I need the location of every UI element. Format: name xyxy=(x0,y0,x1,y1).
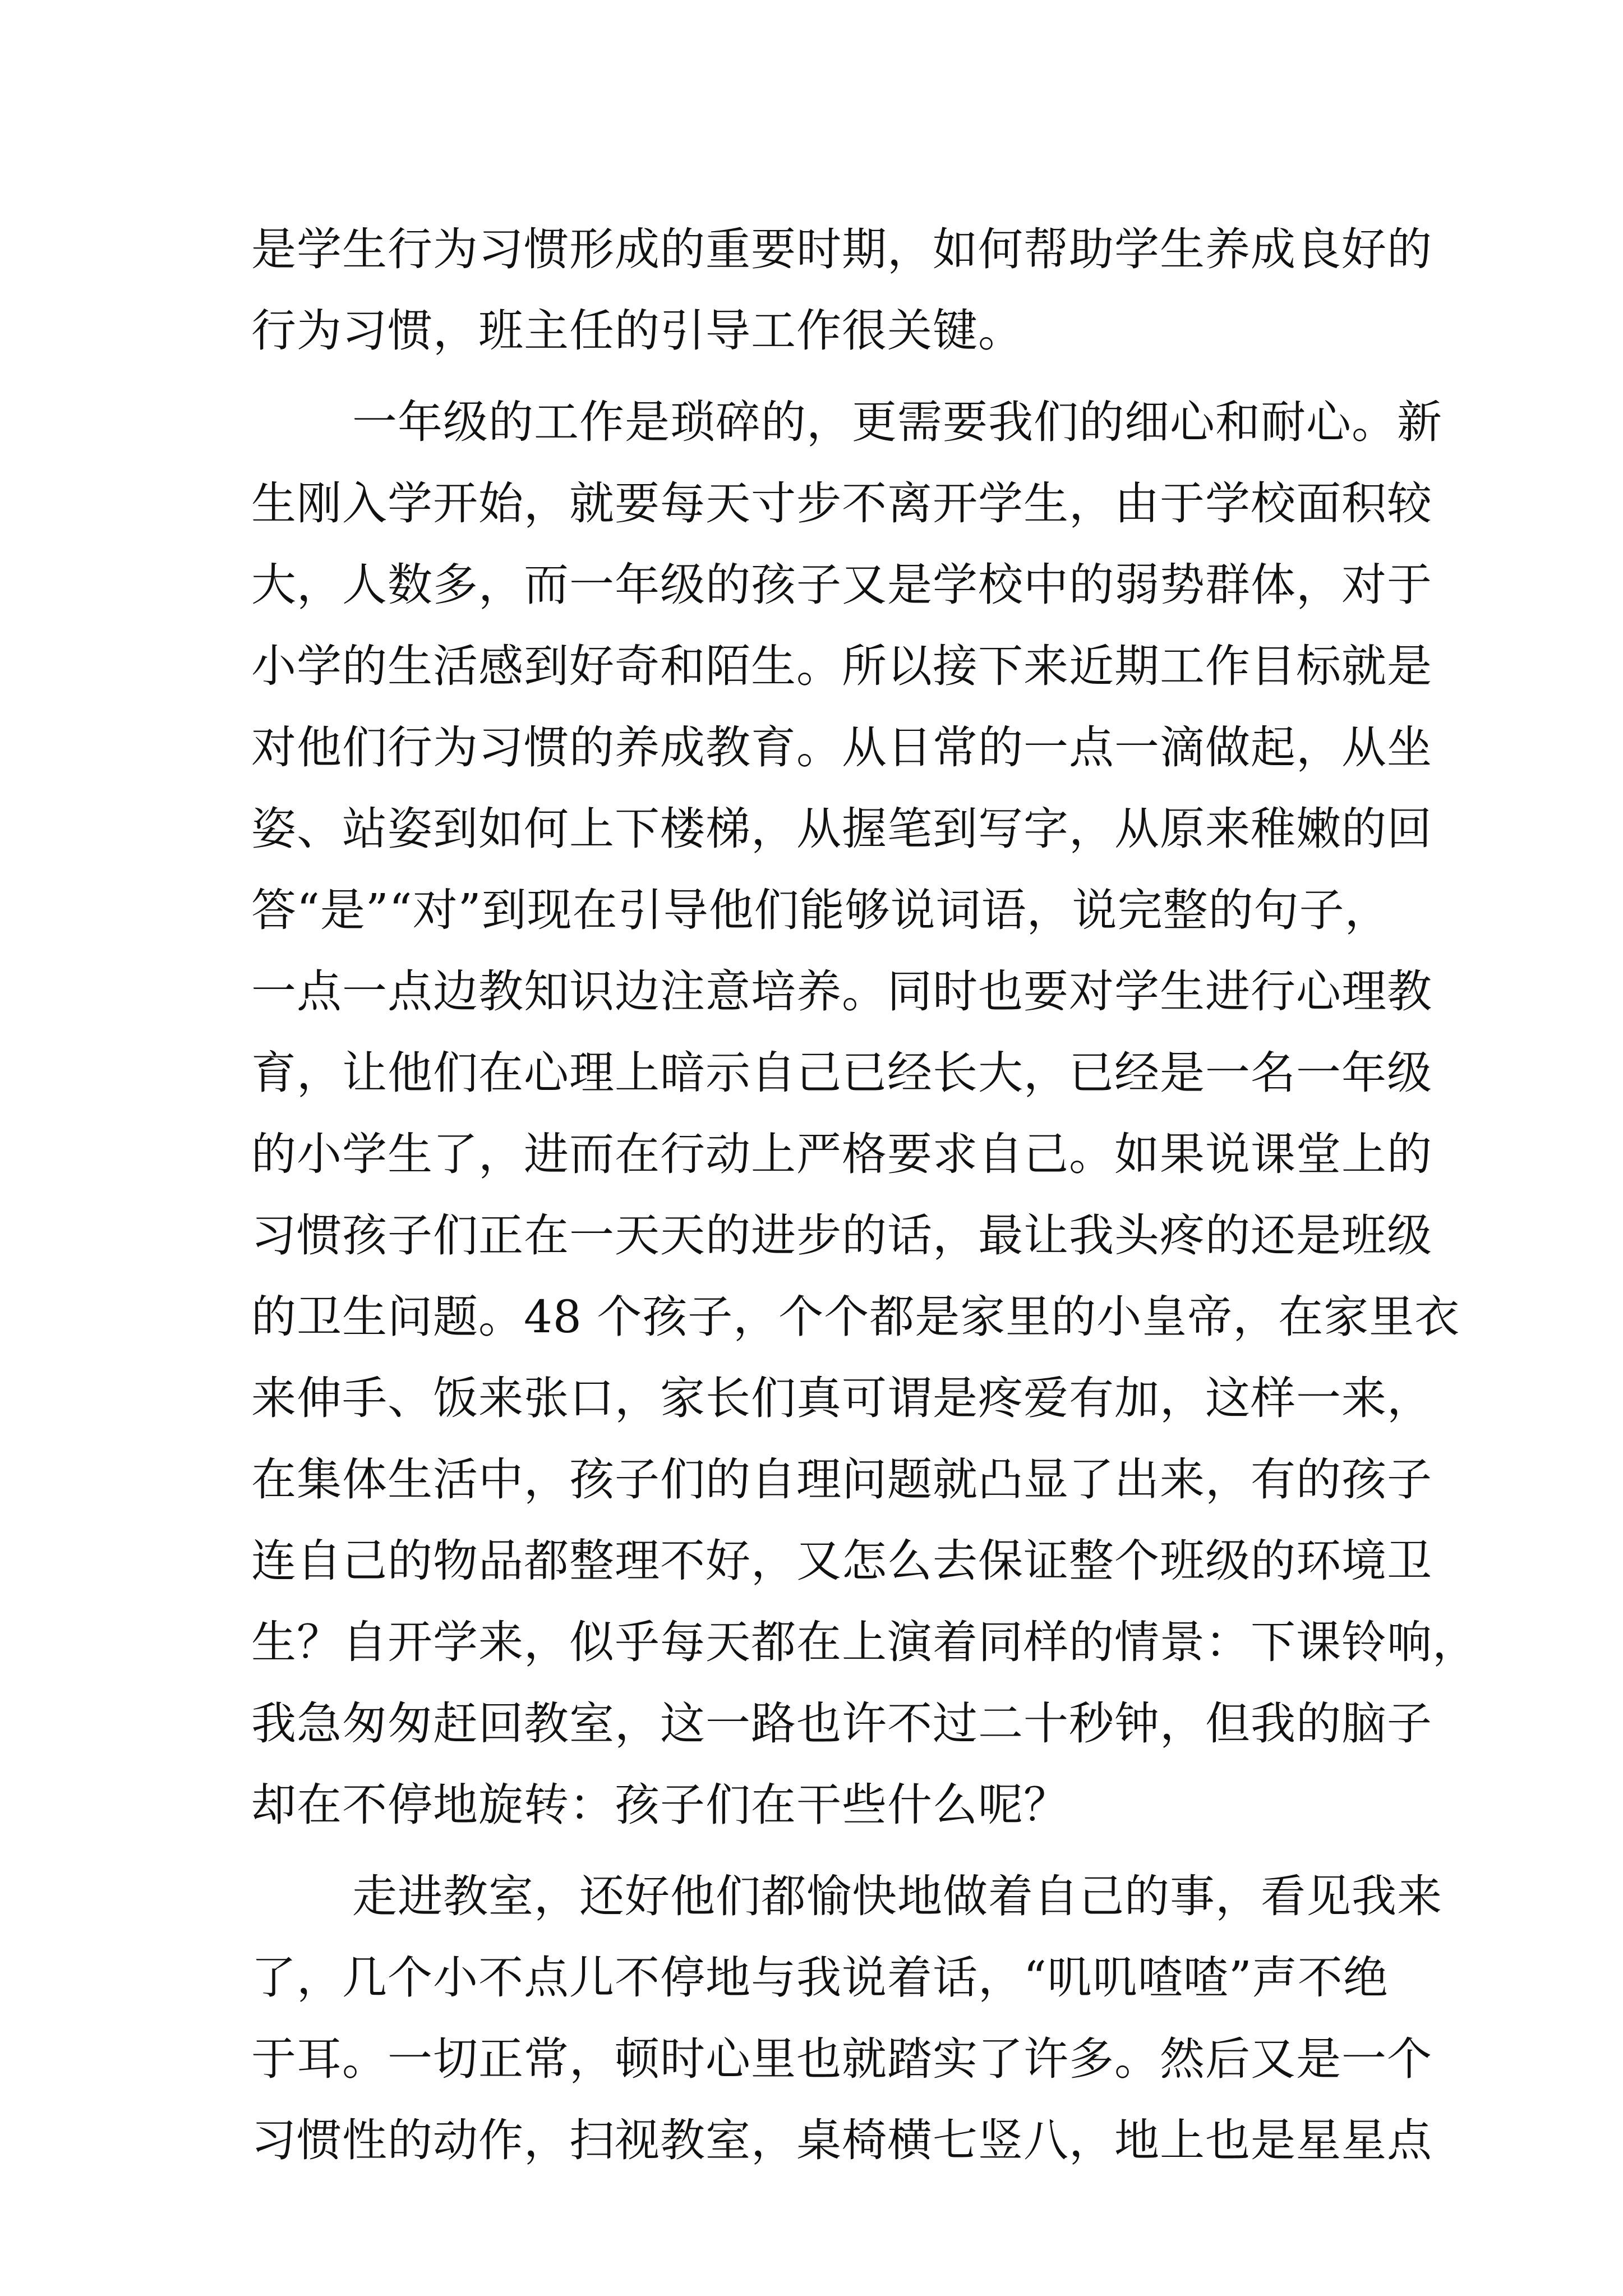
paragraph xyxy=(251,209,1432,371)
text-line: 姿、站姿到如何上下楼梯，从握笔到写字，从原来稚嫩的回 xyxy=(251,803,1432,855)
text-line: 连自己的物品都整理不好，又怎么去保证整个班级的环境卫 xyxy=(251,1535,1432,1587)
text-line: 习惯孩子们正在一天天的进步的话，最让我头疼的还是班级 xyxy=(251,1209,1432,1262)
text-line: 行为习惯，班主任的引导工作很关键。 xyxy=(251,305,1023,357)
text-line: 一年级的工作是琐碎的，更需要我们的细心和耐心。新 xyxy=(352,396,1442,448)
text-line: 了，几个小不点儿不停地与我说着话，“叽叽喳喳”声不绝 xyxy=(251,1952,1389,2004)
text-line: 育，让他们在心理上暗示自己已经长大，已经是一名一年级 xyxy=(251,1047,1432,1099)
paragraph-gap xyxy=(251,371,1384,381)
text-line: 我急匆匆赶回教室，这一路也许不过二十秒钟，但我的脑子 xyxy=(251,1697,1432,1750)
text-line: 来伸手、饭来张口，家长们真可谓是疼爱有加，这样一来， xyxy=(251,1372,1432,1424)
paragraph xyxy=(251,1856,1442,2181)
text-line: 的小学生了，进而在行动上严格要求自己。如果说课堂上的 xyxy=(251,1128,1432,1180)
text-line: 走进教室，还好他们都愉快地做着自己的事，看见我来 xyxy=(352,1870,1442,1922)
text-line: 答“是”“对”到现在引导他们能够说词语，说完整的句子， xyxy=(251,884,1390,936)
text-line: 对他们行为习惯的养成教育。从日常的一点一滴做起，从坐 xyxy=(251,721,1432,774)
text-line: 是学生行为习惯形成的重要时期，如何帮助学生养成良好的 xyxy=(251,223,1432,275)
text-line: 一点一点边教知识边注意培养。同时也要对学生进行心理教 xyxy=(251,965,1432,1018)
text-line: 却在不停地旋转：孩子们在干些什么呢？ xyxy=(251,1779,1069,1831)
paragraph xyxy=(251,381,1478,1846)
text-line: 小学的生活感到好奇和陌生。所以接下来近期工作目标就是 xyxy=(251,640,1432,692)
paragraph-gap xyxy=(251,1846,1384,1856)
text-line: 于耳。一切正常，顿时心里也就踏实了许多。然后又是一个 xyxy=(251,2033,1432,2085)
text-line: 的卫生问题。48 个孩子，个个都是家里的小皇帝，在家里衣 xyxy=(251,1291,1460,1343)
text-line: 习惯性的动作，扫视教室，桌椅横七竖八，地上也是星星点 xyxy=(251,2114,1432,2166)
text-line: 大，人数多，而一年级的孩子又是学校中的弱势群体，对于 xyxy=(251,559,1432,611)
text-line: 生刚入学开始，就要每天寸步不离开学生，由于学校面积较 xyxy=(251,477,1432,530)
text-line: 生？自开学来，似乎每天都在上演着同样的情景：下课铃响， xyxy=(251,1616,1478,1668)
document-body xyxy=(251,209,1478,2181)
text-line: 在集体生活中，孩子们的自理问题就凸显了出来，有的孩子 xyxy=(251,1453,1432,1506)
